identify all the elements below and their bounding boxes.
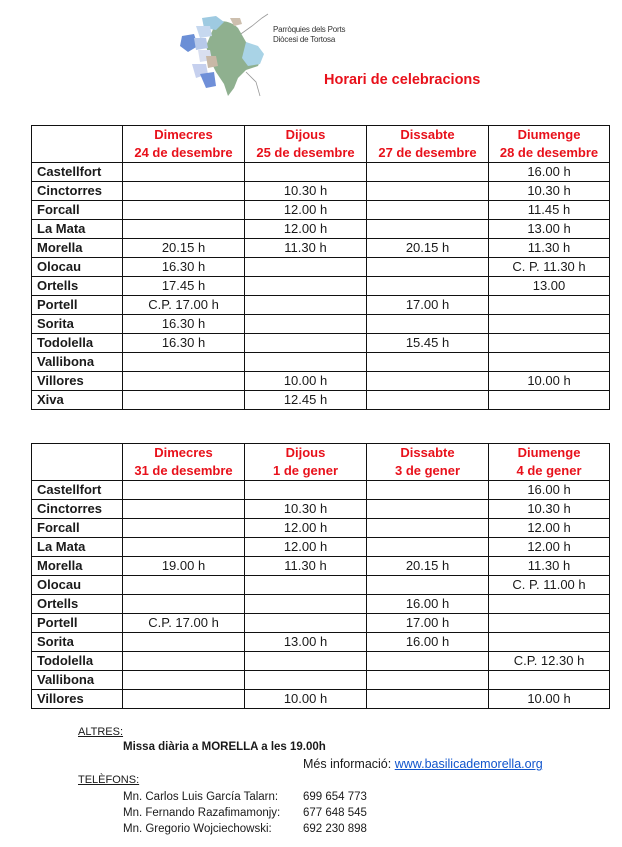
mass-time-cell — [245, 334, 367, 353]
mass-time-cell: 16.00 h — [367, 595, 489, 614]
mass-time-cell — [367, 315, 489, 334]
table-row — [32, 500, 610, 519]
mass-time-cell: 10.30 h — [489, 500, 610, 519]
column-date: 31 de desembre — [134, 463, 233, 478]
corner-cell — [32, 444, 123, 481]
mass-time-cell — [123, 690, 245, 709]
place-name: Ortells — [32, 277, 123, 296]
table-row — [32, 353, 610, 372]
schedule-table-christmas — [31, 125, 610, 410]
mass-time-cell — [489, 633, 610, 652]
mass-time-cell: 12.45 h — [245, 391, 367, 410]
mass-time-cell: 16.30 h — [123, 315, 245, 334]
telefons-label: TELÈFONS: — [78, 774, 140, 786]
mass-time-cell: 13.00 — [489, 277, 610, 296]
place-name: Cinctorres — [32, 182, 123, 201]
mass-time-cell: 15.45 h — [367, 334, 489, 353]
mass-time-cell: 20.15 h — [367, 557, 489, 576]
document-title: Horari de celebracions — [324, 72, 481, 88]
mass-time-cell: 16.00 h — [367, 633, 489, 652]
table-row — [32, 595, 610, 614]
mass-time-cell — [123, 391, 245, 410]
mass-time-cell — [123, 595, 245, 614]
mass-time-cell: 11.30 h — [245, 239, 367, 258]
table-row — [32, 182, 610, 201]
mass-time-cell — [367, 538, 489, 557]
mass-time-cell: 10.00 h — [245, 372, 367, 391]
mass-time-cell — [123, 372, 245, 391]
table-row — [32, 690, 610, 709]
table-row — [32, 538, 610, 557]
table-row — [32, 296, 610, 315]
column-header — [489, 444, 610, 481]
column-header — [489, 126, 610, 163]
column-header — [123, 126, 245, 163]
mass-time-cell — [245, 315, 367, 334]
column-header — [367, 126, 489, 163]
mass-time-cell — [489, 315, 610, 334]
mass-time-cell — [367, 220, 489, 239]
table-row — [32, 258, 610, 277]
mass-time-cell — [123, 538, 245, 557]
place-name: Villores — [32, 372, 123, 391]
table-header-row — [32, 444, 610, 481]
place-name: Portell — [32, 614, 123, 633]
mass-time-cell — [123, 220, 245, 239]
mass-time-cell — [367, 519, 489, 538]
mass-time-cell — [489, 595, 610, 614]
mass-time-cell: 17.00 h — [367, 296, 489, 315]
altres-label: ALTRES: — [78, 726, 124, 738]
mass-time-cell — [123, 500, 245, 519]
mass-time-cell: 16.00 h — [489, 481, 610, 500]
mass-time-cell: 11.30 h — [245, 557, 367, 576]
table-row — [32, 315, 610, 334]
mass-time-cell — [367, 182, 489, 201]
mass-time-cell: 13.00 h — [489, 220, 610, 239]
table-row — [32, 614, 610, 633]
column-date: 3 de gener — [394, 463, 461, 478]
mass-time-cell — [245, 277, 367, 296]
mass-time-cell — [123, 671, 245, 690]
mass-time-cell — [123, 519, 245, 538]
column-day: Dijous — [285, 445, 326, 460]
mass-time-cell: 19.00 h — [123, 557, 245, 576]
mass-time-cell — [367, 372, 489, 391]
table-row — [32, 557, 610, 576]
phone-entry — [123, 805, 367, 821]
place-name: Todolella — [32, 652, 123, 671]
phone-number: 692 230 898 — [303, 823, 367, 835]
mass-time-cell — [245, 614, 367, 633]
contact-name: Mn. Fernando Razafimamonjy: — [123, 807, 281, 819]
table-header-row — [32, 126, 610, 163]
phone-list — [123, 789, 367, 837]
organization-name — [273, 25, 345, 45]
column-date: 25 de desembre — [256, 145, 355, 160]
table-row — [32, 576, 610, 595]
mass-time-cell: 10.00 h — [489, 690, 610, 709]
table-row — [32, 671, 610, 690]
place-name: Vallibona — [32, 353, 123, 372]
place-name: Villores — [32, 690, 123, 709]
column-date: 4 de gener — [516, 463, 582, 478]
more-info-label: Més informació: — [303, 757, 392, 771]
mass-time-cell: C.P. 12.30 h — [489, 652, 610, 671]
mass-time-cell — [367, 258, 489, 277]
mass-time-cell — [489, 296, 610, 315]
mass-time-cell — [123, 576, 245, 595]
mass-time-cell — [245, 353, 367, 372]
place-name: Olocau — [32, 576, 123, 595]
phone-entry — [123, 789, 367, 805]
phone-number: 677 648 545 — [303, 807, 367, 819]
table-row — [32, 163, 610, 182]
place-name: Castellfort — [32, 163, 123, 182]
mass-time-cell: 12.00 h — [489, 519, 610, 538]
mass-time-cell — [489, 353, 610, 372]
place-name: Xiva — [32, 391, 123, 410]
mass-time-cell — [123, 481, 245, 500]
mass-time-cell: 10.00 h — [245, 690, 367, 709]
mass-time-cell — [123, 652, 245, 671]
place-name: Todolella — [32, 334, 123, 353]
mass-time-cell — [123, 201, 245, 220]
website-link[interactable]: www.basilicademorella.org — [394, 757, 543, 771]
mass-time-cell: 11.30 h — [489, 239, 610, 258]
mass-time-cell — [367, 201, 489, 220]
mass-time-cell: 16.30 h — [123, 258, 245, 277]
org-line-2: Diòcesi de Tortosa — [273, 35, 336, 44]
place-name: Cinctorres — [32, 500, 123, 519]
mass-time-cell — [245, 163, 367, 182]
column-date: 28 de desembre — [499, 145, 599, 160]
mass-time-cell: 10.30 h — [245, 500, 367, 519]
document-header — [0, 0, 622, 110]
place-name: Forcall — [32, 519, 123, 538]
more-info — [303, 757, 543, 771]
column-header — [367, 444, 489, 481]
mass-time-cell: 10.00 h — [489, 372, 610, 391]
column-date: 27 de desembre — [378, 145, 477, 160]
column-day: Dissabte — [400, 445, 455, 460]
daily-mass-note: Missa diària a MORELLA a les 19.00h — [123, 741, 326, 753]
place-name: Portell — [32, 296, 123, 315]
place-name: Forcall — [32, 201, 123, 220]
mass-time-cell: C. P. 11.30 h — [489, 258, 610, 277]
mass-time-cell: 12.00 h — [245, 519, 367, 538]
mass-time-cell — [123, 163, 245, 182]
column-date: 24 de desembre — [134, 145, 233, 160]
table-row — [32, 652, 610, 671]
mass-time-cell: 12.00 h — [245, 201, 367, 220]
mass-time-cell — [367, 353, 489, 372]
corner-cell — [32, 126, 123, 163]
mass-time-cell — [245, 671, 367, 690]
mass-time-cell: 20.15 h — [123, 239, 245, 258]
place-name: Morella — [32, 239, 123, 258]
mass-time-cell — [367, 690, 489, 709]
column-day: Dimecres — [154, 445, 213, 460]
mass-time-cell: 12.00 h — [489, 538, 610, 557]
column-header — [245, 444, 367, 481]
place-name: Sorita — [32, 633, 123, 652]
mass-time-cell — [367, 481, 489, 500]
mass-time-cell: 17.00 h — [367, 614, 489, 633]
column-day: Dissabte — [400, 127, 455, 142]
place-name: Castellfort — [32, 481, 123, 500]
mass-time-cell — [489, 334, 610, 353]
schedule-body — [32, 481, 610, 709]
parish-map-logo-icon — [176, 12, 272, 98]
mass-time-cell: 11.45 h — [489, 201, 610, 220]
place-name: La Mata — [32, 538, 123, 557]
mass-time-cell — [367, 652, 489, 671]
place-name: Morella — [32, 557, 123, 576]
mass-time-cell — [245, 258, 367, 277]
mass-time-cell — [123, 353, 245, 372]
mass-time-cell: 16.00 h — [489, 163, 610, 182]
mass-time-cell: 12.00 h — [245, 538, 367, 557]
contact-name: Mn. Carlos Luis García Talarn: — [123, 791, 279, 803]
mass-time-cell: 20.15 h — [367, 239, 489, 258]
mass-time-cell — [489, 614, 610, 633]
phone-number: 699 654 773 — [303, 791, 367, 803]
table-row — [32, 481, 610, 500]
table-row — [32, 519, 610, 538]
mass-time-cell — [367, 391, 489, 410]
table-row — [32, 334, 610, 353]
mass-time-cell — [489, 391, 610, 410]
column-day: Diumenge — [517, 127, 581, 142]
mass-time-cell — [123, 633, 245, 652]
column-day: Dijous — [285, 127, 326, 142]
table-row — [32, 277, 610, 296]
mass-time-cell: 10.30 h — [489, 182, 610, 201]
mass-time-cell: 10.30 h — [245, 182, 367, 201]
mass-time-cell: 16.30 h — [123, 334, 245, 353]
column-header — [245, 126, 367, 163]
place-name: Vallibona — [32, 671, 123, 690]
place-name: Olocau — [32, 258, 123, 277]
mass-time-cell — [367, 163, 489, 182]
place-name: Sorita — [32, 315, 123, 334]
schedule-table-new-year — [31, 443, 610, 709]
mass-time-cell: C. P. 11.00 h — [489, 576, 610, 595]
column-day: Diumenge — [517, 445, 581, 460]
phone-entry — [123, 821, 367, 837]
mass-time-cell: 11.30 h — [489, 557, 610, 576]
table-row — [32, 372, 610, 391]
mass-time-cell — [245, 481, 367, 500]
table-row — [32, 201, 610, 220]
mass-time-cell — [245, 595, 367, 614]
mass-time-cell — [489, 671, 610, 690]
mass-time-cell: 17.45 h — [123, 277, 245, 296]
column-date: 1 de gener — [272, 463, 339, 478]
place-name: La Mata — [32, 220, 123, 239]
contact-name: Mn. Gregorio Wojciechowski: — [123, 823, 272, 835]
mass-time-cell — [245, 296, 367, 315]
mass-time-cell — [367, 671, 489, 690]
place-name: Ortells — [32, 595, 123, 614]
org-line-1: Parròquies dels Ports — [273, 25, 346, 34]
mass-time-cell — [245, 576, 367, 595]
mass-time-cell — [245, 652, 367, 671]
mass-time-cell — [367, 500, 489, 519]
column-header — [123, 444, 245, 481]
mass-time-cell: C.P. 17.00 h — [123, 296, 245, 315]
mass-time-cell — [123, 182, 245, 201]
column-day: Dimecres — [154, 127, 213, 142]
mass-time-cell — [367, 576, 489, 595]
mass-time-cell: C.P. 17.00 h — [123, 614, 245, 633]
table-row — [32, 391, 610, 410]
mass-time-cell: 12.00 h — [245, 220, 367, 239]
table-row — [32, 633, 610, 652]
mass-time-cell: 13.00 h — [245, 633, 367, 652]
mass-time-cell — [367, 277, 489, 296]
table-row — [32, 239, 610, 258]
table-row — [32, 220, 610, 239]
schedule-body — [32, 163, 610, 410]
